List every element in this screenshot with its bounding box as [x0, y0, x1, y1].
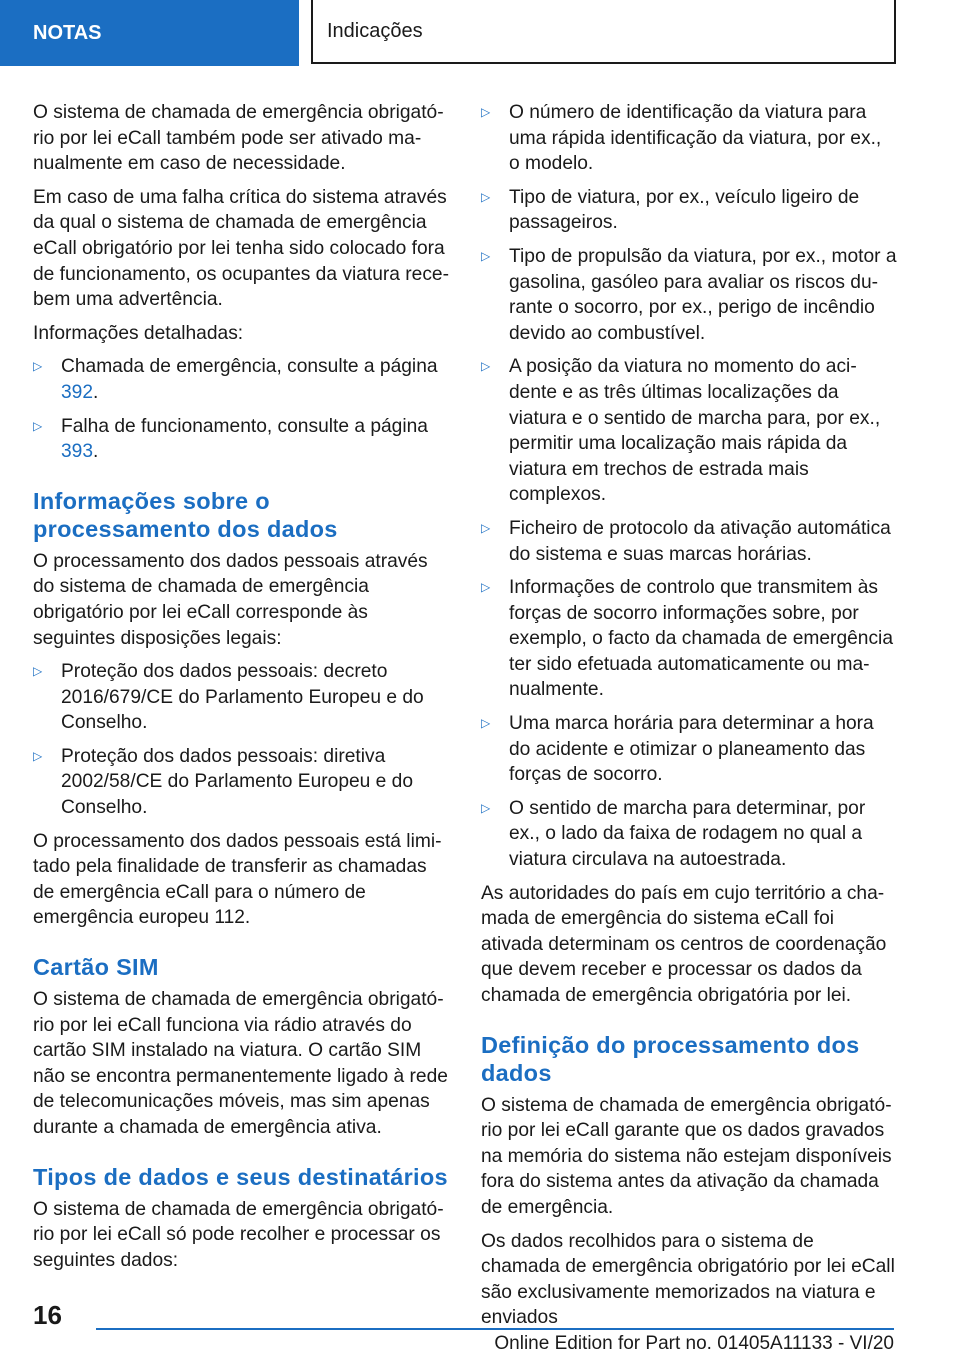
list-item: ▷ Proteção dos dados pessoais: diretiva 2002/58/CE do Parlamento Europeu e do Conselho.: [33, 745, 414, 819]
triangle-bullet-icon: ▷: [481, 716, 491, 731]
triangle-bullet-icon: ▷: [481, 580, 491, 595]
page-header: [0, 0, 960, 66]
list-item: ▷ Informações de controlo que transmitem às forças de socorro informações sobre, por exemplo, o facto da chamada de emergência ter sido efetuada automaticamente ou manualmente.: [481, 577, 893, 701]
section-tab-label: NOTAS: [33, 21, 102, 44]
paragraph: O processamento dos dados pessoais está limitado pela finalidade de transferir as chamadas de emergência eCall para o número de emergência europeu 112.: [33, 830, 442, 929]
triangle-bullet-icon: ▷: [33, 664, 43, 679]
triangle-bullet-icon: ▷: [481, 520, 491, 535]
page-link-392[interactable]: 392: [61, 381, 94, 403]
list-item: ▷ Tipo de viatura, por ex., veículo ligeiro de passageiros.: [481, 186, 860, 234]
data-types-list: [481, 100, 897, 873]
section-tab-notas: [0, 0, 299, 66]
list-item: ▷ O número de identificação da viatura para uma rápida identificação da viatura, por ex., o modelo.: [481, 102, 882, 175]
page-number: 16: [33, 1300, 62, 1330]
paragraph: O sistema de chamada de emergência obrigatório por lei eCall também pode ser ativado manualmente em caso de necessidade.: [33, 102, 444, 175]
list-item: ▷ Ficheiro de protocolo da ativação automática do sistema e suas marcas horárias.: [481, 517, 891, 565]
list-item: ▷ Tipo de propulsão da viatura, por ex., motor a gasolina, gasóleo para avaliar os riscos durante o socorro, por ex., perigo de incêndio devido ao combustível.: [481, 245, 897, 344]
paragraph: Em caso de uma falha crítica do sistema através da qual o sistema de chamada de emergência eCall obrigatório por lei tenha sido colocado fora de funcionamento, os ocupantes da viatura recebem uma advertência.: [33, 186, 449, 311]
triangle-bullet-icon: ▷: [33, 748, 43, 763]
page-link-393[interactable]: 393: [61, 441, 94, 463]
paragraph: O sistema de chamada de emergência obrigatório por lei eCall funciona via rádio através do cartão SIM instalado na viatura. O cartão SIM não se encontra permanentemente ligado à rede de telecomunicações móveis, mas sim apenas durante a chamada de emergência ativa.: [33, 989, 448, 1138]
triangle-bullet-icon: ▷: [33, 359, 43, 374]
paragraph: As autoridades do país em cujo território a chamada de emergência do sistema eCall foi ativada determinam os centros de coordenação que devem receber e processar os dados da chamada de emergência obrigatória por lei.: [481, 882, 887, 1006]
paragraph: O sistema de chamada de emergência obrigatório por lei eCall só pode recolher e processar os seguintes dados:: [33, 1198, 444, 1271]
cross-reference-list: [33, 354, 449, 464]
right-column: [481, 100, 897, 1339]
legal-provisions-list: [33, 659, 449, 821]
left-column: [33, 100, 449, 1281]
chapter-tab-indicacoes: [311, 0, 896, 64]
paragraph: O sistema de chamada de emergência obrigatório por lei eCall garante que os dados gravados na memória do sistema não estejam disponíveis fora do sistema antes da ativação da chamada de emergência.: [481, 1094, 892, 1218]
paragraph: Informações detalhadas:: [33, 322, 244, 344]
section-heading-processing: Informações sobre o processamento dos dados: [33, 487, 338, 542]
triangle-bullet-icon: ▷: [481, 189, 491, 204]
section-heading-data-types: Tipos de dados e seus destinatários: [33, 1163, 448, 1190]
list-item: ▷ A posição da viatura no momento do acidente e as três últimas localizações da viatura e o sentido de marcha para, por ex., permitir uma localização mais rápida da viatura em trechos de estrada mais complexos.: [481, 356, 881, 506]
triangle-bullet-icon: ▷: [481, 105, 491, 119]
list-item: ▷ Chamada de emergência, consulte a página 392.: [33, 356, 438, 403]
list-item: ▷ Falha de funcionamento, consulte a página 393.: [33, 415, 428, 463]
list-item: ▷ Proteção dos dados pessoais: decreto 2016/679/CE do Parlamento Europeu e do Conselho.: [33, 661, 424, 734]
list-item: ▷ O sentido de marcha para determinar, por ex., o lado da faixa de rodagem no qual a viatura circulava na autoestrada.: [481, 797, 866, 871]
chapter-tab-label: Indicações: [327, 19, 423, 42]
section-heading-definition: Definição do processamento dos dados: [481, 1031, 860, 1086]
triangle-bullet-icon: ▷: [481, 359, 491, 374]
triangle-bullet-icon: ▷: [481, 248, 491, 263]
triangle-bullet-icon: ▷: [33, 418, 43, 433]
list-item: ▷ Uma marca horária para determinar a hora do acidente e otimizar o planeamento das forças de socorro.: [481, 713, 874, 786]
paragraph: Os dados recolhidos para o sistema de chamada de emergência obrigatório por lei eCall são exclusivamente memorizados na viatura e enviados: [481, 1230, 895, 1329]
footer-divider: [96, 1328, 894, 1330]
footer-edition-text: Online Edition for Part no. 01405A11133 - VI/20: [494, 1333, 894, 1354]
section-heading-sim: Cartão SIM: [33, 954, 159, 981]
paragraph: O processamento dos dados pessoais através do sistema de chamada de emergência obrigatório por lei eCall corresponde às seguintes disposições legais:: [33, 550, 428, 649]
triangle-bullet-icon: ▷: [481, 800, 491, 815]
